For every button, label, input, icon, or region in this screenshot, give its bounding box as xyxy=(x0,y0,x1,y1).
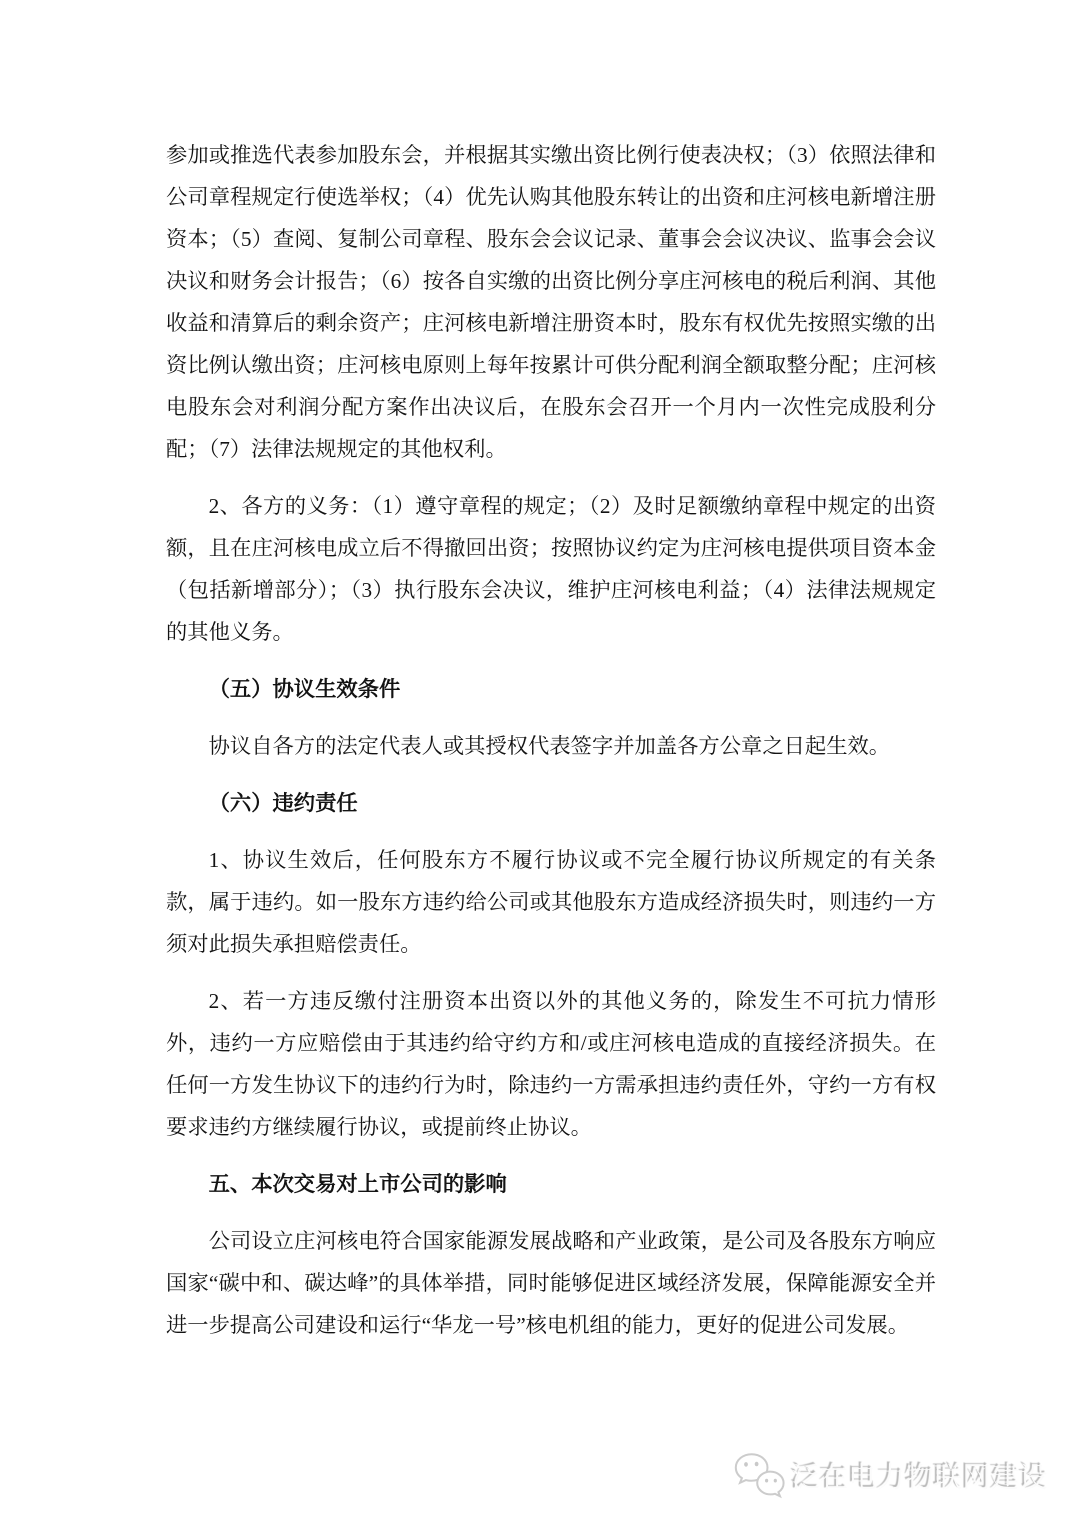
paragraph-effectiveness-condition: 协议自各方的法定代表人或其授权代表签字并加盖各方公章之日起生效。 xyxy=(208,734,891,758)
paragraph-transaction-impact: 公司设立庄河核电符合国家能源发展战略和产业政策，是公司及各股东方响应国家“碳中和、碳达峰”的具体举措，同时能够促进区域经济发展，保障能源安全并进一步提高公司建设和运行“华龙一号”核电机组的能力，更好的促进公司发展。 xyxy=(166,1229,936,1337)
paragraph-shareholder-rights-continuation: 参加或推选代表参加股东会，并根据其实缴出资比例行使表决权；（3）依照法律和公司章程规定行使选举权；（4）优先认购其他股东转让的出资和庄河核电新增注册资本；（5）查阅、复制公司章程、股东会会议记录、董事会会议决议、监事会会议决议和财务会计报告；（6）按各自实缴的出资比例分享庄河核电的税后利润、其他收益和清算后的剩余资产；庄河核电新增注册资本时，股东有权优先按照实缴的出资比例认缴出资；庄河核电原则上每年按累计可供分配利润全额取整分配；庄河核电股东会对利润分配方案作出决议后，在股东会召开一个月内一次性完成股利分配；（7）法律法规规定的其他权利。 xyxy=(166,143,936,461)
document-body xyxy=(166,134,936,1361)
wechat-icon xyxy=(734,1452,786,1499)
section-heading-agreement-effectiveness: （五）协议生效条件 xyxy=(208,677,401,701)
paragraph-breach-clause-2: 2、若一方违反缴付注册资本出资以外的其他义务的，除发生不可抗力情形外，违约一方应赔偿由于其违约给守约方和/或庄河核电造成的直接经济损失。在任何一方发生协议下的违约行为时，除违约一方需承担违约责任外，守约一方有权要求违约方继续履行协议，或提前终止协议。 xyxy=(166,989,936,1139)
section-heading-breach-liability: （六）违约责任 xyxy=(208,791,358,815)
paragraph-party-obligations: 2、各方的义务：（1）遵守章程的规定；（2）及时足额缴纳章程中规定的出资额，且在庄河核电成立后不得撤回出资；按照协议约定为庄河核电提供项目资本金（包括新增部分）；（3）执行股东会决议，维护庄河核电利益；（4）法律法规规定的其他义务。 xyxy=(166,494,936,644)
paragraph-breach-clause-1: 1、协议生效后，任何股东方不履行协议或不完全履行协议所规定的有关条款，属于违约。如一股东方违约给公司或其他股东方造成经济损失时，则违约一方须对此损失承担赔偿责任。 xyxy=(166,848,936,956)
watermark xyxy=(734,1452,1048,1499)
section-heading-transaction-impact: 五、本次交易对上市公司的影响 xyxy=(208,1172,507,1196)
watermark-text: 泛在电力物联网建设 xyxy=(791,1461,1048,1493)
